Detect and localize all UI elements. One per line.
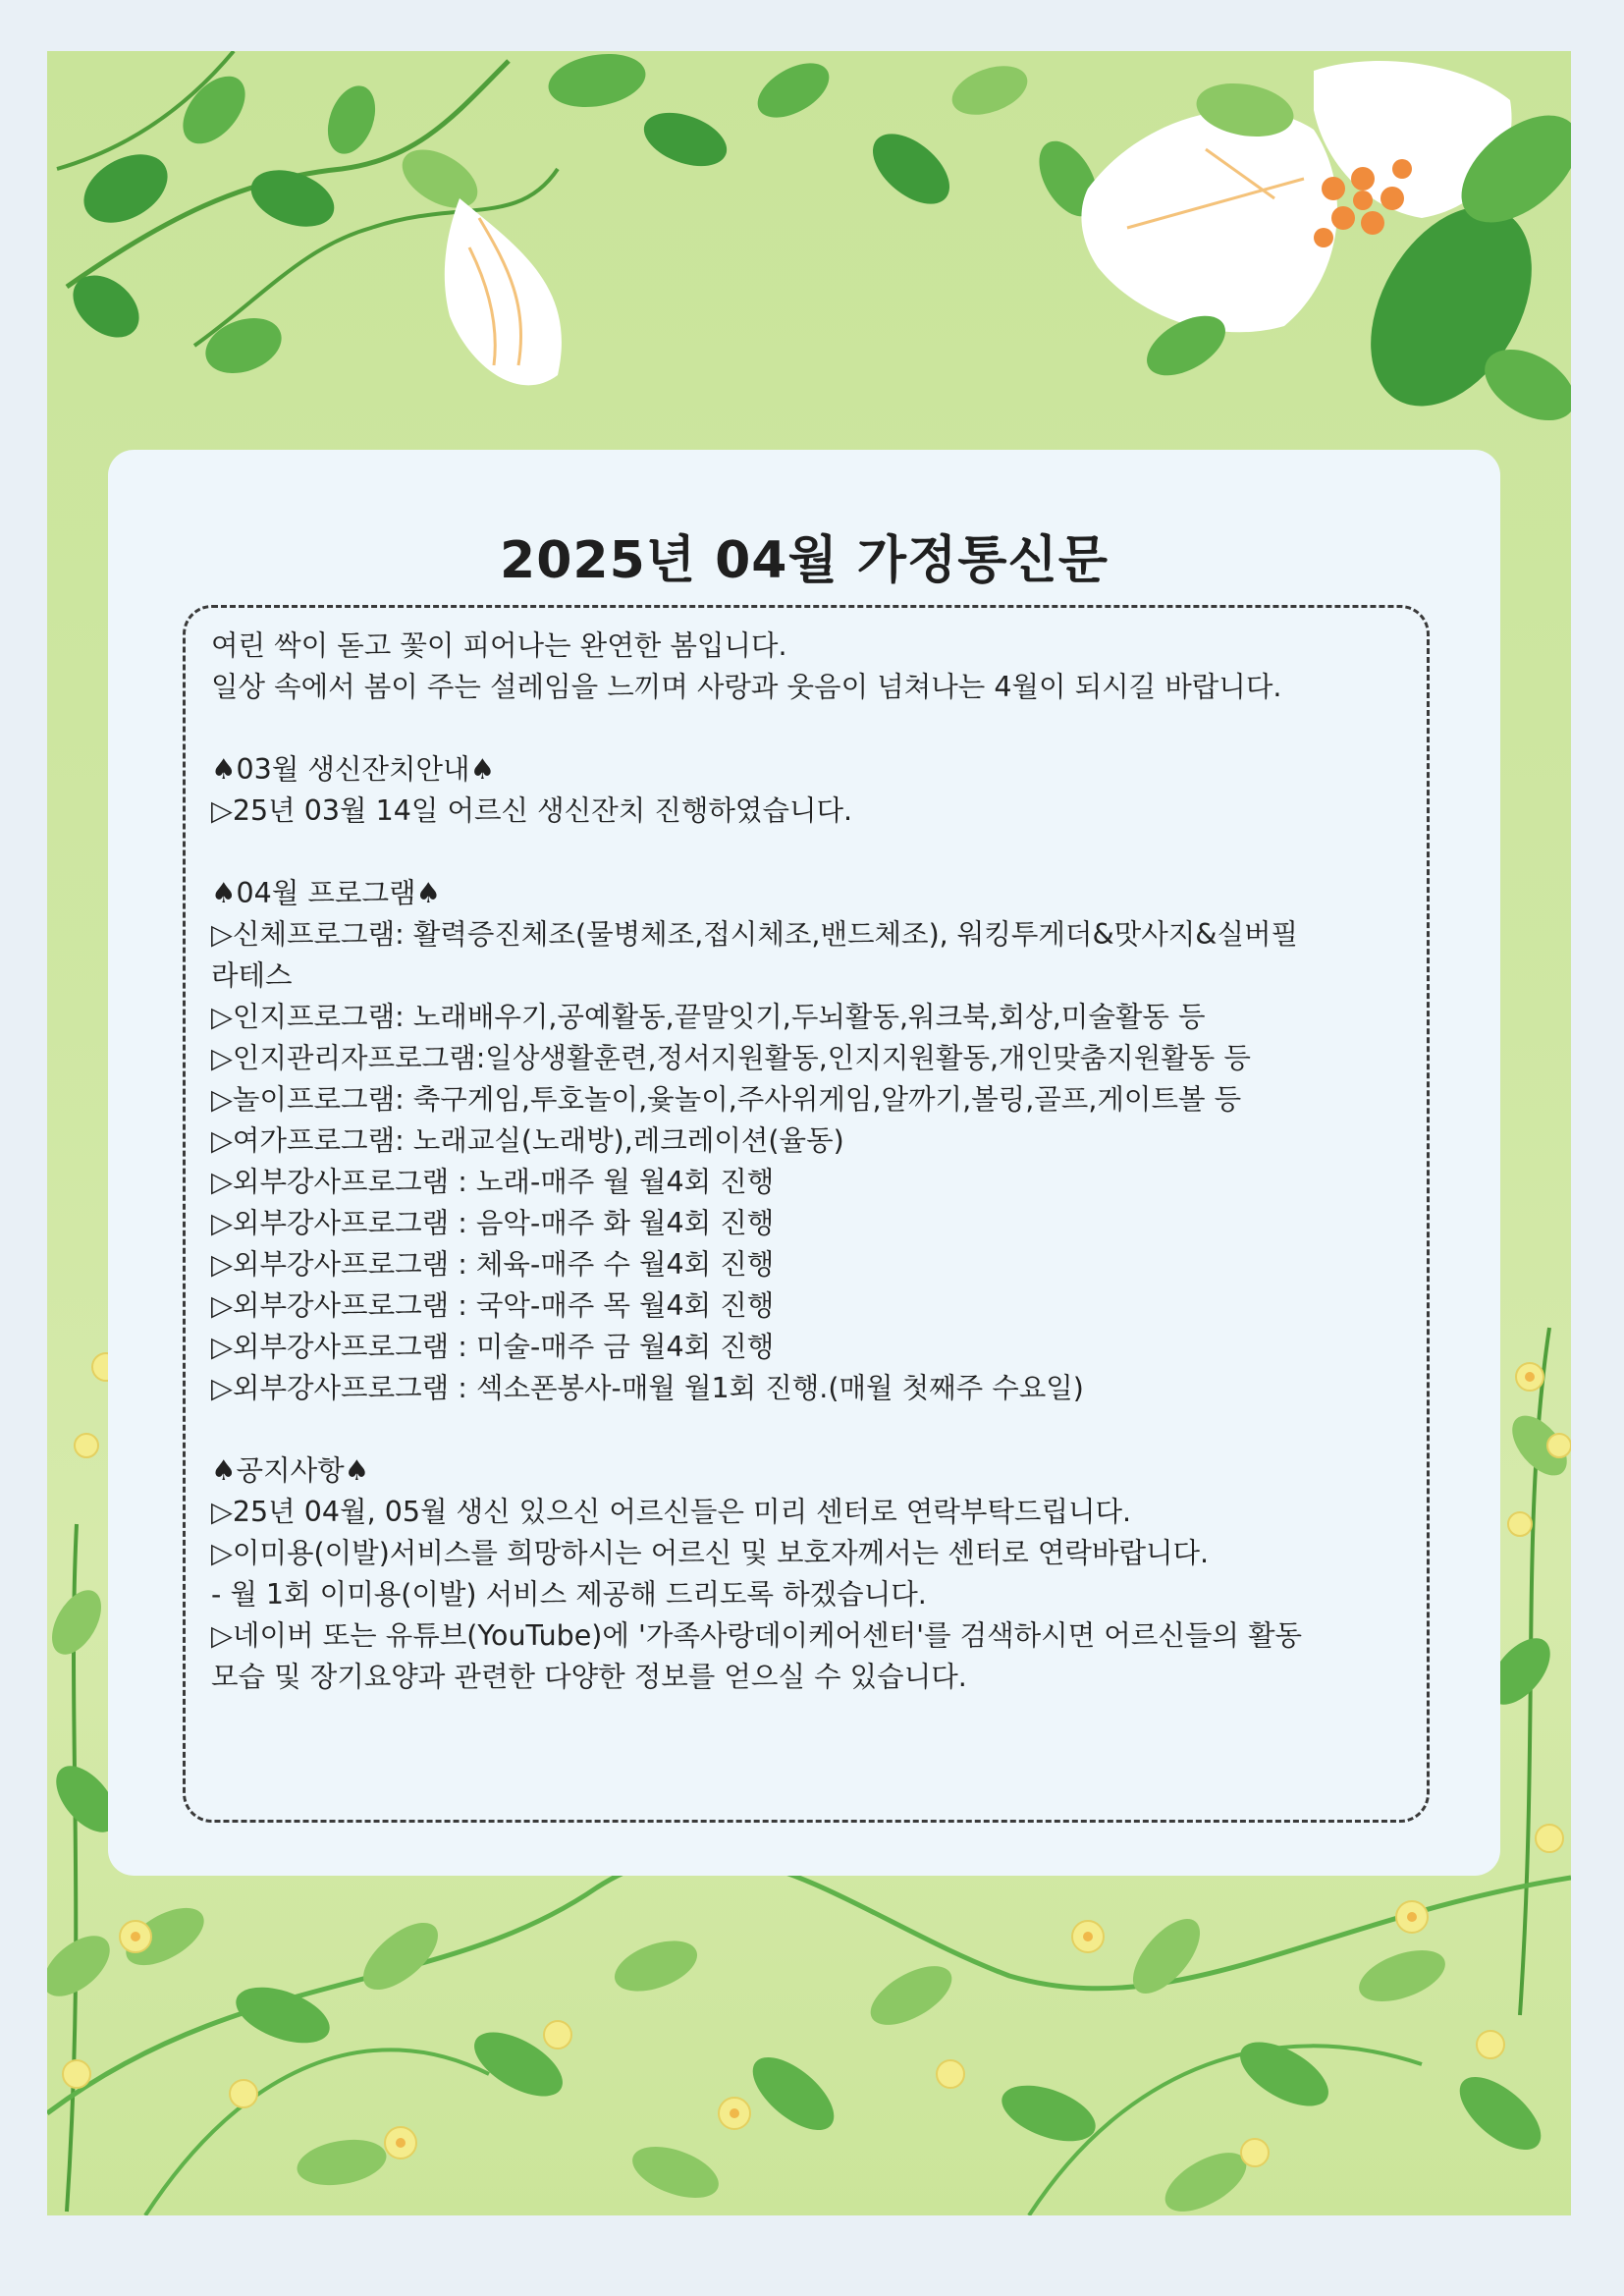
greeting-line: 여린 싹이 돋고 꽃이 피어나는 완연한 봄입니다. xyxy=(211,629,787,662)
list-item: ▷신체프로그램: 활력증진체조(물병체조,접시체조,밴드체조), 워킹투게더&맛사지&실버필 xyxy=(211,918,1299,951)
newsletter-sheet xyxy=(47,51,1571,2215)
leaf-icon xyxy=(171,65,257,155)
list-item: ▷25년 03월 14일 어르신 생신잔치 진행하였습니다. xyxy=(211,794,853,827)
list-item: ▷외부강사프로그램 : 음악-매주 화 월4회 진행 xyxy=(211,1207,775,1239)
leaf-icon xyxy=(198,308,290,383)
white-lily-icon xyxy=(445,198,562,385)
leaf-icon xyxy=(748,52,838,129)
list-item: ▷네이버 또는 유튜브(YouTube)에 '가족사랑데이케어센터'를 검색하시면 어르신들의 활동 xyxy=(211,1619,1303,1652)
list-item: ▷놀이프로그램: 축구게임,투호놀이,윷놀이,주사위게임,알까기,볼링,골프,게이트볼 등 xyxy=(211,1083,1242,1116)
list-item: ▷여가프로그램: 노래교실(노래방),레크레이션(율동) xyxy=(211,1124,844,1157)
leaf-icon xyxy=(61,263,151,351)
vine-stem xyxy=(145,2050,489,2215)
greeting-line: 일상 속에서 봄이 주는 설레임을 느끼며 사랑과 웃음이 넘쳐나는 4월이 되시길 바랍니다. xyxy=(211,671,1282,703)
leaf-icon xyxy=(544,51,650,114)
list-item: ▷이미용(이발)서비스를 희망하시는 어르신 및 보호자께서는 센터로 연락바랍니다. xyxy=(211,1537,1210,1569)
list-item: ▷인지프로그램: 노래배우기,공예활동,끝말잇기,두뇌활동,워크북,회상,미술활동 등 xyxy=(211,1001,1206,1033)
spacer xyxy=(211,832,1405,873)
list-item: ▷인지관리자프로그램:일상생활훈련,정서지원활동,인지지원활동,개인맞춤지원활동 등 xyxy=(211,1042,1251,1074)
leaf-icon xyxy=(47,1924,121,2007)
page-title: 2025년 04월 가정통신문 xyxy=(500,531,1109,590)
section-heading-notices: ♠공지사항♠ xyxy=(211,1454,370,1487)
spacer xyxy=(211,708,1405,749)
list-item: 모습 및 장기요양과 관련한 다양한 정보를 얻으실 수 있습니다. xyxy=(211,1661,967,1693)
leaf-cluster xyxy=(117,1896,1553,2215)
vine-stem xyxy=(47,1856,1571,2113)
content-panel xyxy=(108,450,1500,1876)
leaf-icon xyxy=(636,102,733,176)
list-item: ▷외부강사프로그램 : 국악-매주 목 월4회 진행 xyxy=(211,1289,775,1322)
section-heading-birthday: ♠03월 생신잔치안내♠ xyxy=(211,753,496,786)
section-heading-programs: ♠04월 프로그램♠ xyxy=(211,877,442,909)
leaf-icon xyxy=(72,140,180,237)
list-item: ▷외부강사프로그램 : 노래-매주 월 월4회 진행 xyxy=(211,1166,775,1198)
leaf-icon xyxy=(319,80,384,161)
leaf-icon xyxy=(47,1582,111,1663)
newsletter-body xyxy=(183,605,1430,1823)
list-item: ▷25년 04월, 05월 생신 있으신 어르신들은 미리 센터로 연락부탁드립니다. xyxy=(211,1496,1132,1528)
leaf-icon xyxy=(860,121,962,218)
list-item: ▷외부강사프로그램 : 체육-매주 수 월4회 진행 xyxy=(211,1248,775,1281)
spacer xyxy=(211,1409,1405,1450)
list-item: 라테스 xyxy=(211,959,293,992)
leaf-icon xyxy=(946,57,1034,125)
list-item: - 월 1회 이미용(이발) 서비스 제공해 드리도록 하겠습니다. xyxy=(211,1578,927,1611)
list-item: ▷외부강사프로그램 : 미술-매주 금 월4회 진행 xyxy=(211,1331,775,1363)
list-item: ▷외부강사프로그램 : 섹소폰봉사-매월 월1회 진행.(매월 첫째주 수요일) xyxy=(211,1372,1084,1404)
